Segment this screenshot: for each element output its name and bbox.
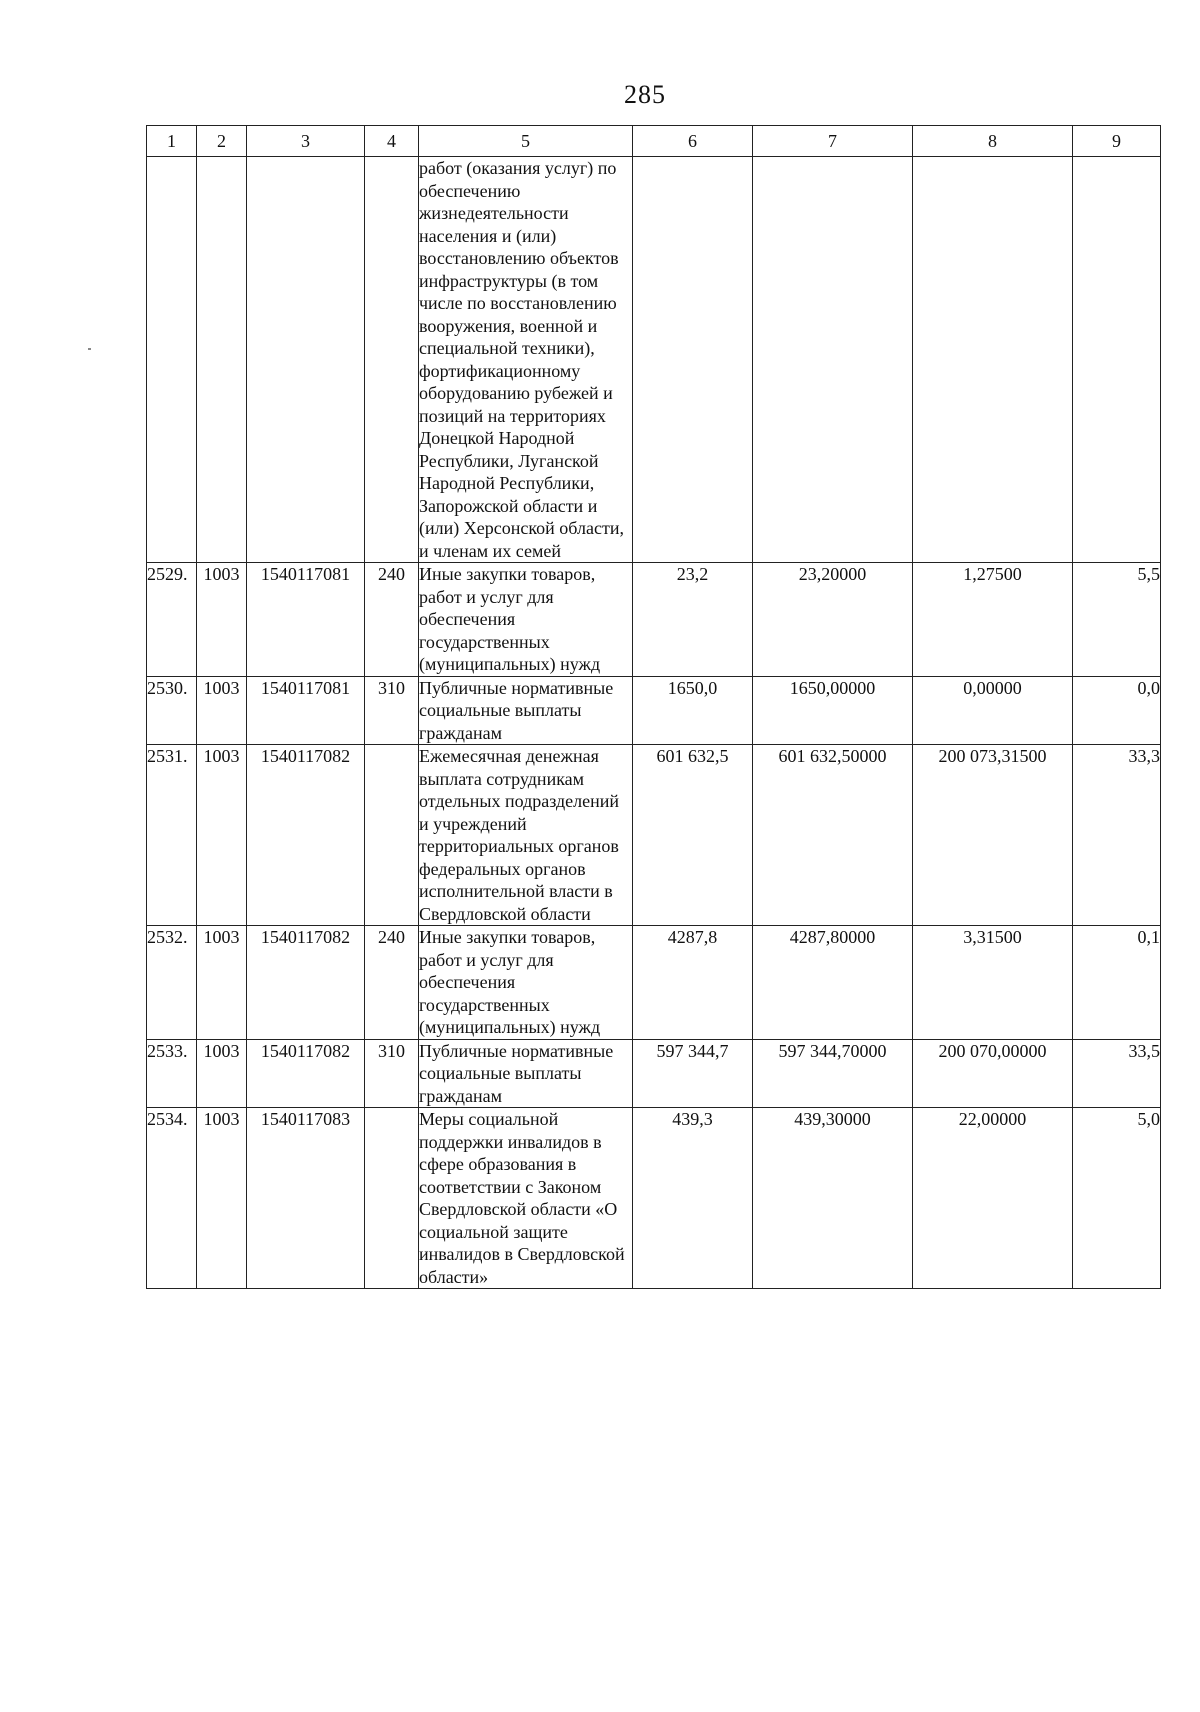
section-code: 1003	[197, 676, 247, 745]
col-header-8: 8	[913, 126, 1073, 157]
row-number: 2531.	[147, 745, 197, 926]
row-number: 2532.	[147, 926, 197, 1040]
table-row	[147, 745, 1161, 926]
expense-description: Иные закупки товаров, работ и услуг для обеспечения государственных (муниципальных) нужд	[419, 926, 633, 1040]
col-header-2: 2	[197, 126, 247, 157]
value-col-6: 601 632,5	[633, 745, 753, 926]
target-article-code: 1540117081	[247, 676, 365, 745]
expense-type-code: 240	[365, 926, 419, 1040]
value-col-7	[753, 157, 913, 563]
value-col-7: 597 344,70000	[753, 1039, 913, 1108]
expense-description: Ежемесячная денежная выплата сотрудникам отдельных подразделений и учреждений территориальных органов федеральных органов исполнительной власти в Свердловской области	[419, 745, 633, 926]
expense-description: работ (оказания услуг) по обеспечению жизнедеятельности населения и (или) восстановлению объектов инфраструктуры (в том числе по восстановлению вооружения, военной и специальной техники), фортификационному оборудованию рубежей и позиций на территориях Донецкой Народной Республики, Луганской Народной Республики, Запорожской области и (или) Херсонской области, и членам их семей	[419, 157, 633, 563]
target-article-code: 1540117082	[247, 745, 365, 926]
expense-description: Публичные нормативные социальные выплаты гражданам	[419, 676, 633, 745]
col-header-7: 7	[753, 126, 913, 157]
value-col-6: 4287,8	[633, 926, 753, 1040]
value-col-8	[913, 157, 1073, 563]
value-col-8: 22,00000	[913, 1108, 1073, 1289]
section-code: 1003	[197, 563, 247, 677]
section-code	[197, 157, 247, 563]
value-col-6: 23,2	[633, 563, 753, 677]
percent-col-9: 33,5	[1073, 1039, 1161, 1108]
row-number: 2533.	[147, 1039, 197, 1108]
table-row	[147, 926, 1161, 1040]
target-article-code: 1540117082	[247, 926, 365, 1040]
value-col-8: 1,27500	[913, 563, 1073, 677]
page-number: 285	[624, 80, 666, 109]
percent-col-9: 33,3	[1073, 745, 1161, 926]
expense-type-code	[365, 157, 419, 563]
value-col-7: 1650,00000	[753, 676, 913, 745]
value-col-6	[633, 157, 753, 563]
row-number: 2530.	[147, 676, 197, 745]
value-col-8: 3,31500	[913, 926, 1073, 1040]
expense-type-code	[365, 1108, 419, 1289]
col-header-6: 6	[633, 126, 753, 157]
expense-description: Меры социальной поддержки инвалидов в сфере образования в соответствии с Законом Свердловской области «О социальной защите инвалидов в Свердловской области»	[419, 1108, 633, 1289]
section-code: 1003	[197, 1108, 247, 1289]
value-col-8: 200 073,31500	[913, 745, 1073, 926]
percent-col-9: 0,1	[1073, 926, 1161, 1040]
value-col-8: 0,00000	[913, 676, 1073, 745]
table-row	[147, 676, 1161, 745]
col-header-9: 9	[1073, 126, 1161, 157]
section-code: 1003	[197, 1039, 247, 1108]
expense-type-code: 240	[365, 563, 419, 677]
row-number: 2529.	[147, 563, 197, 677]
col-header-3: 3	[247, 126, 365, 157]
target-article-code	[247, 157, 365, 563]
table-row	[147, 1039, 1161, 1108]
table-row	[147, 157, 1161, 563]
section-code: 1003	[197, 926, 247, 1040]
value-col-6: 1650,0	[633, 676, 753, 745]
budget-table	[146, 125, 1161, 1289]
table-row	[147, 563, 1161, 677]
scan-speck	[88, 348, 91, 350]
value-col-8: 200 070,00000	[913, 1039, 1073, 1108]
section-code: 1003	[197, 745, 247, 926]
expense-type-code: 310	[365, 1039, 419, 1108]
value-col-7: 4287,80000	[753, 926, 913, 1040]
percent-col-9: 5,5	[1073, 563, 1161, 677]
value-col-6: 597 344,7	[633, 1039, 753, 1108]
target-article-code: 1540117083	[247, 1108, 365, 1289]
expense-description: Иные закупки товаров, работ и услуг для обеспечения государственных (муниципальных) нужд	[419, 563, 633, 677]
percent-col-9	[1073, 157, 1161, 563]
row-number: 2534.	[147, 1108, 197, 1289]
col-header-4: 4	[365, 126, 419, 157]
expense-type-code	[365, 745, 419, 926]
col-header-5: 5	[419, 126, 633, 157]
expense-type-code: 310	[365, 676, 419, 745]
percent-col-9: 5,0	[1073, 1108, 1161, 1289]
header-row	[147, 126, 1161, 157]
percent-col-9: 0,0	[1073, 676, 1161, 745]
target-article-code: 1540117082	[247, 1039, 365, 1108]
value-col-7: 23,20000	[753, 563, 913, 677]
target-article-code: 1540117081	[247, 563, 365, 677]
col-header-1: 1	[147, 126, 197, 157]
value-col-7: 439,30000	[753, 1108, 913, 1289]
table-row	[147, 1108, 1161, 1289]
value-col-6: 439,3	[633, 1108, 753, 1289]
expense-description: Публичные нормативные социальные выплаты гражданам	[419, 1039, 633, 1108]
value-col-7: 601 632,50000	[753, 745, 913, 926]
row-number	[147, 157, 197, 563]
